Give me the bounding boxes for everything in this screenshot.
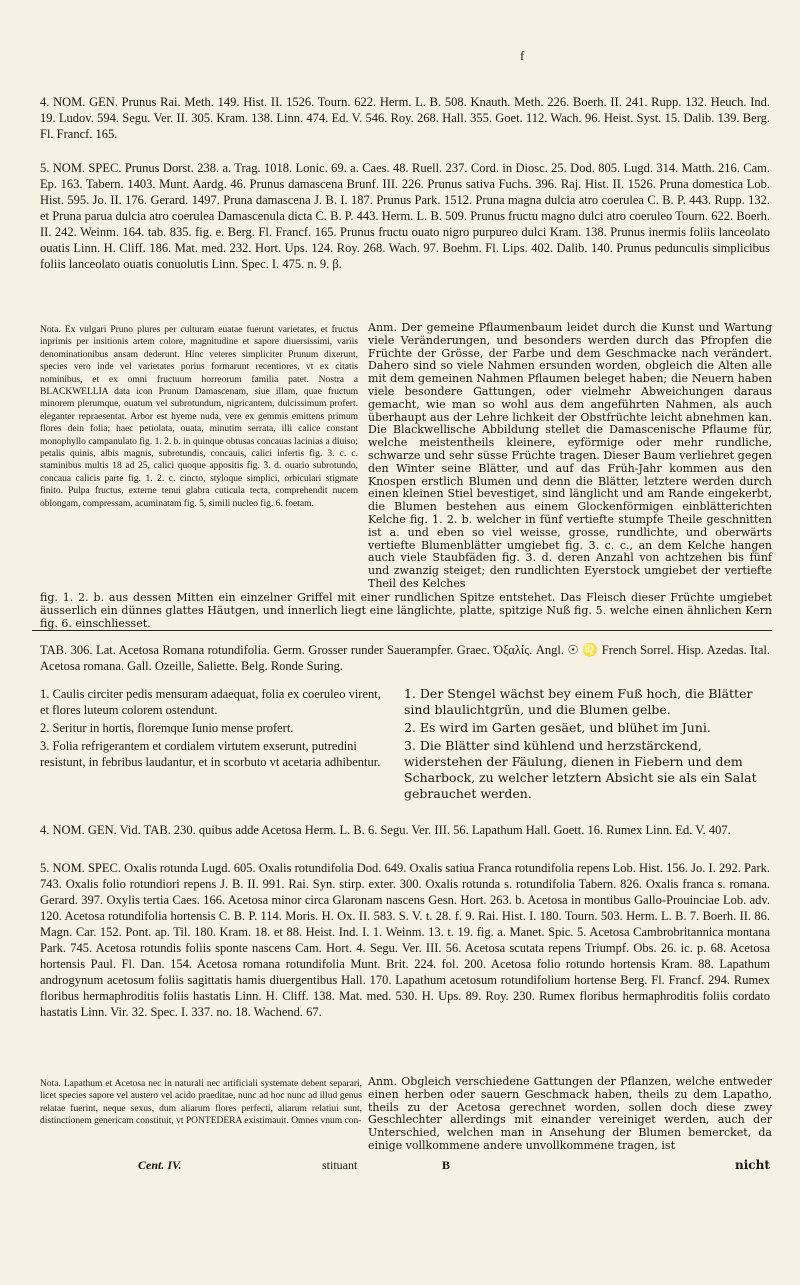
- acetosa-note-latin: [40, 1078, 362, 1128]
- prunus-species-entry: [40, 160, 770, 272]
- tab306-german-item: 2. Es wird im Garten gesäet, und blühet im Juni.: [404, 720, 711, 735]
- catchword-german: nicht: [735, 1158, 770, 1172]
- section-divider: [32, 630, 772, 631]
- acetosa-note-german-text: Anm. Obgleich verschiedene Gattungen der Pflanzen, welche entweder einen herben oder sauern Geschmack haben, theils zu dem Lapatho, theils zu der Acetosa gerechnet worden, sollen doch diese zwey Geschlechter allerdings mit einander vereiniget werden, auch der Unterschied, welchen man in Ansehung der Blumen bemercket, da einige vollkommene andere unvollkommene tragen, ist: [368, 1075, 772, 1152]
- prunus-note-german: [368, 322, 772, 591]
- tab306-latin-item: 1. Caulis circiter pedis mensuram adaequat, folia ex coeruleo virent, et flores luteum colorem ostendunt.: [40, 687, 381, 717]
- prunus-genus-entry: [40, 94, 770, 142]
- prunus-genus-text: 4. NOM. GEN. Prunus Rai. Meth. 149. Hist. II. 1526. Tourn. 622. Herm. L. B. 508. Knauth. Meth. 226. Boerh. II. 241. Rupp. 132. Heuch. Ind. 19. Ludov. 594. Segu. Ver. II. 305. Kram. 138. Linn. 474. Ed. V. 546. Roy. 268. Hall. 355. Goet. 112. Wach. 96. Heist. Syst. 15. Dalib. 139. Berg. Fl. Francf. 165.: [40, 95, 770, 141]
- tab306-german-item: 3. Die Blätter sind kühlend und herzstärckend, widerstehen der Fäulung, dienen in Fiebern und dem Scharbock, zu welcher letztern Absicht sie als ein Salat gebrauchet werden.: [404, 738, 757, 801]
- prunus-species-text: 5. NOM. SPEC. Prunus Dorst. 238. a. Trag. 1018. Lonic. 69. a. Caes. 48. Ruell. 237. Cord. in Diosc. 25. Dod. 805. Lugd. 314. Matth. 216. Cam. Ep. 163. Tabern. 1403. Munt. Aardg. 46. Prunus damascena Brunf. III. 226. Prunus sativa Fuchs. 396. Raj. Hist. II. 1526. Pruna domestica Lob. Hist. 595. Jo. II. 176. Gerard. 1497. Pruna damascena J. B. I. 187. Prunus Park. 1512. Pruna magna dulcia atro coerulea C. B. P. 443. Rupp. 132. et Pruna parua dulcia atro coerulea Damascenula dicta C. B. P. 443. Herm. L. B. 509. Prunus fructu magno dulci atro coeruleo Tourn. 622. Boerh. II. 242. Weinm. 164. tab. 835. fig. e. Berg. Fl. Francf. 165. Prunus fructu ouato nigro purpureo dulci Kram. 138. Prunus inermis foliis lanceolato ouatis Linn. H. Cliff. 186. Mat. med. 232. Hort. Ups. 124. Roy. 268. Wach. 97. Boehm. Fl. Lips. 402. Dalib. 140. Prunus pedunculis simplicibus foliis lanceolato ouatis conuolutis Linn. Spec. I. 475. n. 9. β.: [40, 161, 770, 271]
- top-margin-fragment: f: [520, 48, 525, 63]
- catchword-century: Cent. IV.: [138, 1158, 182, 1172]
- tab306-german-column: [404, 686, 772, 804]
- prunus-note-german-full-text: fig. 1. 2. b. aus dessen Mitten ein einzelner Griffel mit einer rundlichen Spitze entstehet. Das Fleisch dieser Früchte umgiebet äusserlich ein dünnes glattes Häutgen, und innerlich liegt eine länglichte, platte, spitzige Nuß fig. 5. welche einen ähnlichen Kern fig. 6. einschliesset.: [40, 591, 772, 630]
- tab306-header: [40, 642, 770, 674]
- acetosa-note-german: [368, 1076, 772, 1153]
- tab306-genus-entry: [40, 822, 770, 838]
- tab306-header-text: TAB. 306. Lat. Acetosa Romana rotundifolia. Germ. Grosser runder Sauerampfer. Graec. Ὀξαλίς. Angl. ☉ ♌ French Sorrel. Hisp. Azedas. Ital. Acetosa romana. Gall. Ozeille, Saliette. Belg. Ronde Suring.: [40, 643, 770, 673]
- tab306-german-item: 1. Der Stengel wächst bey einem Fuß hoch, die Blätter sind blaulichtgrün, und die Blumen gelbe.: [404, 686, 753, 717]
- catchword-latin: stituant: [322, 1158, 358, 1172]
- prunus-note-latin: [40, 324, 358, 510]
- tab306-species-text: 5. NOM. SPEC. Oxalis rotunda Lugd. 605. Oxalis rotundifolia Dod. 649. Oxalis satiua Franca rotundifolia repens Lob. Hist. 156. Jo. I. 292. Park. 743. Oxalis folio rotundiori repens J. B. II. 991. Rai. Syn. stirp. exter. 300. Oxalis rotunda s. rotundifolia Tabern. 826. Oxalis franca s. romana. Gerard. 397. Oxylis tertia Caes. 166. Acetosa minor circa Glaronam nascens Gesn. Hort. 263. b. Acetosa in montibus Gallo-Prouinciae Lob. adv. 120. Acetosa rotundifolia hortensis C. B. P. 114. Moris. H. Ox. II. 583. S. V. t. 28. f. 9. Rai. Hist. I. 180. Tourn. 503. Herm. L. B. 7. Boerh. II. 86. Magn. Car. 152. Pont. ap. Til. 180. Kram. 18. et 88. Heist. Ind. I. 1. Weinm. 13. t. 19. fig. a. Manet. Spic. 5. Acetosa Cambrobritannica montana Park. 745. Acetosa rotundis foliis sponte nascens Cam. Hort. 4. Segu. Ver. III. 56. Acetosa scutata repens Triumpf. Obs. 26. ic. p. 68. Acetosa hortensis Paul. Fl. Dan. 154. Acetosa romana rotundifolia Munt. Brit. 224. fol. 200. Acetosa folio rotundo hortensis Kram. 88. Lapathum androgynum acetosum foliis sagittatis hamis diuergentibus Hall. 170. Lapathum acetosum rotundifolium hortense Berg. Fl. Francf. 294. Rumex floribus hermaphroditis foliis hastatis Linn. H. Cliff. 138. Mat. med. 530. H. Ups. 89. Roy. 230. Rumex floribus hermaphroditis foliis cordato hastatis Linn. Vir. 32. Spec. I. 337. no. 18. Wachend. 67.: [40, 861, 770, 1019]
- prunus-note-german-full: [40, 592, 772, 630]
- signature-mark: B: [442, 1158, 451, 1172]
- tab306-latin-column: [40, 686, 388, 772]
- tab306-latin-item: 3. Folia refrigerantem et cordialem virtutem exserunt, putredini resistunt, in febribus laudantur, et in scorbuto vt acetaria adhibentur.: [40, 739, 381, 769]
- acetosa-note-latin-text: Nota. Lapathum et Acetosa nec in naturali nec artificiali systemate debent separari, licet species sapore vel austero vel acido praeditae, nunc ad hoc nunc ad illud genus relatae fuerint, neque sexus, dum aliarum flores perfecti, aliarum relatiui sunt, distinctionem genericam constituit, vt PONTEDERA existimauit. Omnes vnum con-: [40, 1079, 362, 1127]
- tab306-genus-text: 4. NOM. GEN. Vid. TAB. 230. quibus adde Acetosa Herm. L. B. 6. Segu. Ver. III. 56. Lapathum Hall. Goett. 16. Rumex Linn. Ed. V. 407.: [40, 823, 731, 837]
- prunus-note-latin-text: Nota. Ex vulgari Pruno plures per culturam euatae fuerunt varietates, et fructus inprimis per insitionis artem colore, magnitudine et sapore diuersissimi, variis denominationibus ansam dederunt. Hinc veteres simpliciter Prunum dixerunt, species vero inde vel varietates porius formarunt recentiores, vt ex citatis nominibus, et ex omni fructuum horreorum familia patet. Nostra a BLACKWELLIA data icon Prunum Damascenam, siue illam, quae fructum minorem plerumque, ouatum vel subrotundum, nigricantem, dulcissimum profert. eleganter repraesentat. Arbor est hyeme nuda, vere ex gemmis emittens primum flores dein folia; haec petiolata, ouata, minutim serrata, illi calice constant monophyllo campanulato fig. 1. 2. b. in quinque obtusas concauas lacinias a diuiso; petalis quinis, albis magnis, subrotundis, concauis, calici infertis fig. 3. c. c. staminibus multis 18 ad 25, calici quoque appositis fig. 3. d. ouario subrotundo, concaua calicis parte fig. 1. 2. c. cincto, styloque simplici, orbiculari stigmate finito. Pulpa fructus, externe tenui glabra cuticula tecta, comprehendit nucem oblongam, compressam, acuminatam fig. 5, simili nucleo fig. 6. foetam.: [40, 325, 358, 509]
- tab306-species-entry: [40, 860, 770, 1020]
- prunus-note-german-text: Anm. Der gemeine Pflaumenbaum leidet durch die Kunst und Wartung viele Veränderungen, und besonders werden durch das Pfropfen die Früchte der Grösse, der Farbe und dem Geschmacke nach verändert. Dahero sind so viele Nahmen ersunden worden, obgleich die Alten alle mit dem gemeinen Nahmen Pflaumen beleget haben; die Neuern haben viele besondere Gattungen, oder vielmehr Abweichungen daraus gemacht, wie man so wohl aus dem angeführten Nahmen, als auch überhaupt aus der Lehre lichkeit der Obstfrüchte leicht abnehmen kan. Die Blackwellische Abbildung stellet die Damascenische Pflaume für, welche meistentheils kleinere, eyförmige oder mehr rundliche, schwarze und sehr süsse Früchte tragen. Dieser Baum verliehret gegen den Winter seine Blätter, und auf das Früh-Jahr kommen aus den Knospen erstlich Blumen und denn die Blätter, letztere werden durch einen kleinen Stiel bevestiget, sind länglicht und am Rande eingekerbt, die Blumen bestehen aus einem Glockenförmigen einblätterichten Kelche fig. 1. 2. b. welcher in fünf vertiefte stumpfe Theile geschnitten ist a. und eben so viel weisse, grosse, rundlichte, und oberwärts vertiefte Blumenblätter umgiebet fig. 3. c. c., an dem Kelche hangen auch viele Staubfäden fig. 3. d. deren Anzahl von achtzehen bis fünf und zwanzig steiget; den rundlichten Eyerstock umgiebet der vertiefte Theil des Kelches: [368, 321, 772, 590]
- tab306-latin-item: 2. Seritur in hortis, floremque Iunio mense profert.: [40, 721, 294, 735]
